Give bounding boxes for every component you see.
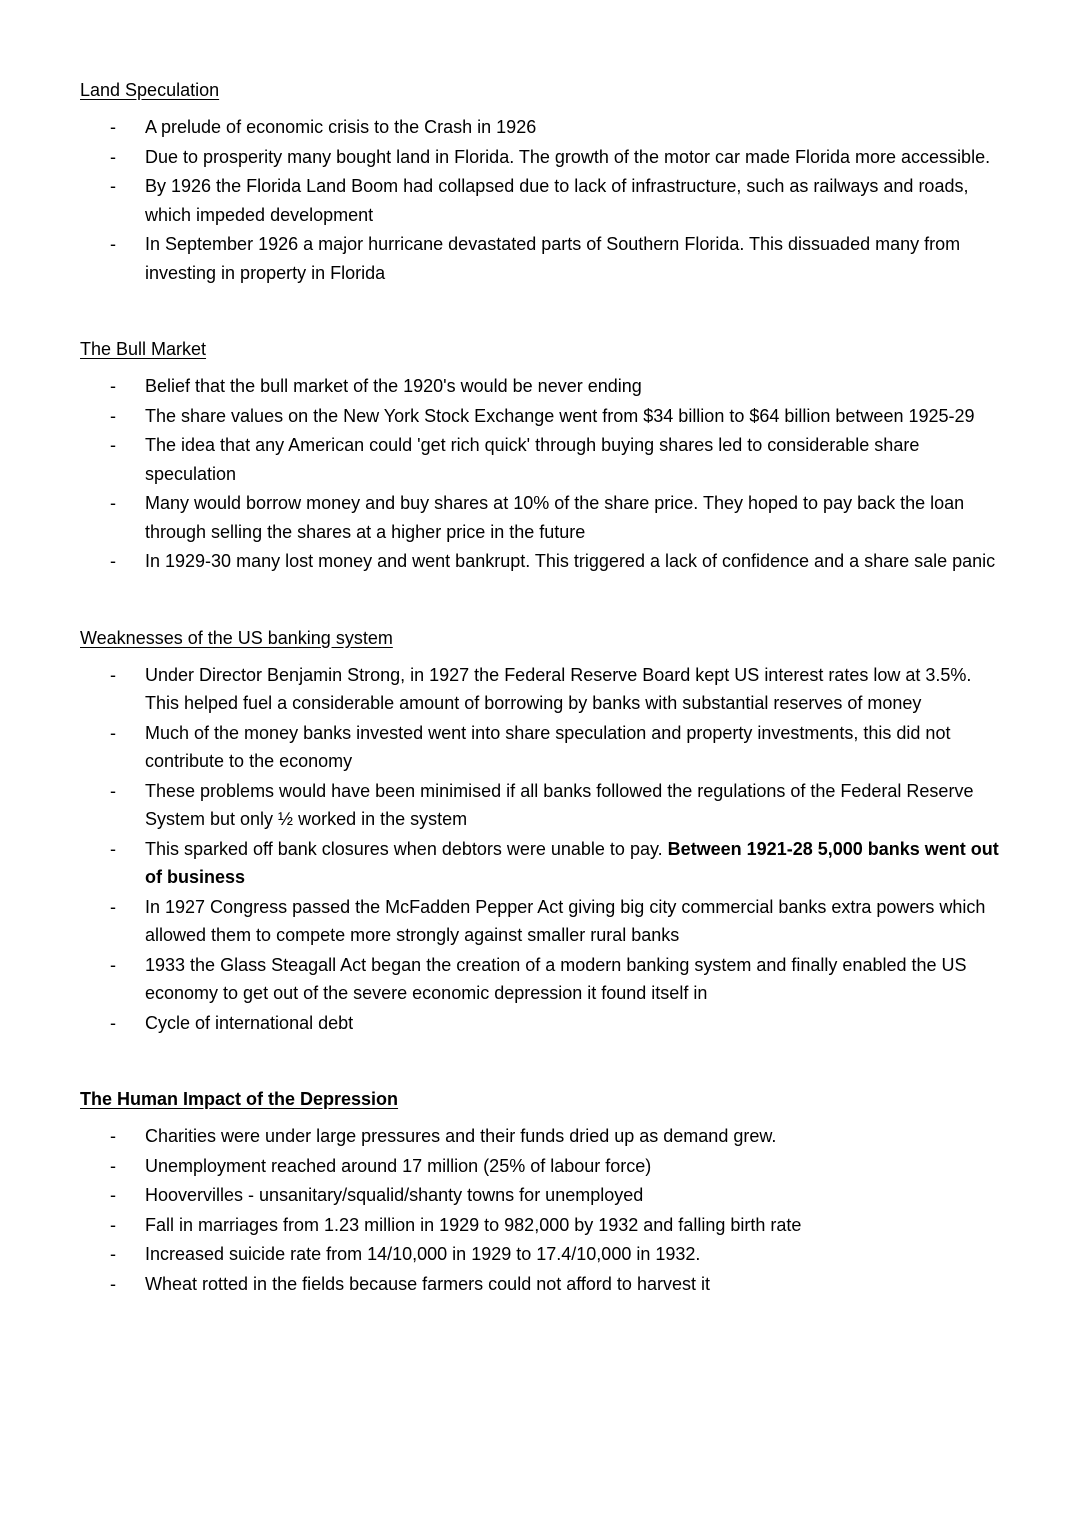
list-item-text: Cycle of international debt [145,1012,354,1033]
section-heading: The Human Impact of the Depression [80,1089,399,1109]
list-item [110,1122,1000,1151]
bullet-dash: - [110,376,116,396]
bullet-dash: - [110,1185,116,1205]
list-item [110,777,1000,834]
section-heading: Land Speculation [80,80,220,100]
bullet-dash: - [110,664,116,685]
list-item [110,113,1000,142]
bold-text: Between 1921-28 5,000 banks went out of business [145,838,999,887]
bullet-dash: - [110,435,116,455]
list-item-text: Belief that the bull market of the 1920's would be never ending [145,376,642,396]
list-item-text: The idea that any American could 'get rich quick' through buying shares led to considerable share speculation [145,435,920,484]
list-item-text: Increased suicide rate from 14/10,000 in 1929 to 17.4/10,000 in 1932. [145,1244,701,1264]
list-item-text: Wheat rotted in the fields because farmers could not afford to harvest it [145,1273,710,1294]
bullet-dash: - [110,722,116,743]
list-item-text: Charities were under large pressures and their funds dried up as demand grew. [145,1126,777,1146]
list-item [110,489,1000,546]
list-item [110,893,1000,950]
list-item-text: This sparked off bank closures when debtors were unable to pay. Between 1921-28 5,000 banks went out of business [145,838,999,887]
list-item-text: Hoovervilles - unsanitary/squalid/shanty towns for unemployed [145,1185,644,1205]
list-item-text: Fall in marriages from 1.23 million in 1929 to 982,000 by 1932 and falling birth rate [145,1214,802,1235]
section-0 [80,76,1000,287]
list-item-text: A prelude of economic crisis to the Crash in 1926 [145,117,537,137]
list-item [110,402,1000,431]
bullet-list [80,372,1000,576]
list-item-text: In 1929-30 many lost money and went bankrupt. This triggered a lack of confidence and a share sale panic [145,551,996,571]
list-item-text: In September 1926 a major hurricane devastated parts of Southern Florida. This dissuaded many from investing in property in Florida [145,234,961,283]
bullet-list [80,1122,1000,1298]
list-item-text: Under Director Benjamin Strong, in 1927 the Federal Reserve Board kept US interest rates low at 3.5%. This helped fuel a considerable amount of borrowing by banks with substantial reserves of money [145,664,972,713]
list-item-text: Due to prosperity many bought land in Florida. The growth of the motor car made Florida more accessible. [145,146,991,167]
bullet-dash: - [110,1244,116,1264]
list-item-text: Many would borrow money and buy shares at 10% of the share price. They hoped to pay back the loan through selling the shares at a higher price in the future [145,493,965,542]
list-item [110,1270,1000,1299]
list-item [110,1152,1000,1181]
list-item [110,143,1000,172]
bullet-dash: - [110,146,116,167]
bullet-dash: - [110,780,116,801]
list-item [110,372,1000,401]
list-item-text: In 1927 Congress passed the McFadden Pepper Act giving big city commercial banks extra powers which allowed them to compete more strongly against smaller rural banks [145,896,986,945]
list-item-text: The share values on the New York Stock Exchange went from $34 billion to $64 billion between 1925-29 [145,405,975,426]
section-heading: Weaknesses of the US banking system [80,627,393,648]
bullet-dash: - [110,838,116,859]
list-item-text: By 1926 the Florida Land Boom had collapsed due to lack of infrastructure, such as railways and roads, which impeded development [145,176,969,225]
list-item [110,719,1000,776]
bullet-dash: - [110,1273,116,1294]
bullet-dash: - [110,493,116,513]
bullet-dash: - [110,1012,116,1033]
list-item [110,661,1000,718]
list-item [110,431,1000,488]
bullet-dash: - [110,1126,116,1146]
bullet-dash: - [110,234,116,254]
bullet-dash: - [110,896,116,917]
bullet-list [80,661,1000,1038]
bullet-dash: - [110,551,116,571]
list-item [110,1240,1000,1269]
list-item [110,1181,1000,1210]
list-item [110,172,1000,229]
list-item [110,835,1000,892]
list-item-text: 1933 the Glass Steagall Act began the creation of a modern banking system and finally enabled the US economy to get out of the severe economic depression it found itself in [145,954,967,1003]
list-item-text: Much of the money banks invested went into share speculation and property investments, this did not contribute to the economy [145,722,951,771]
bullet-list [80,113,1000,287]
section-1 [80,335,1000,576]
list-item [110,230,1000,287]
list-item-text: Unemployment reached around 17 million (25% of labour force) [145,1155,652,1176]
bullet-dash: - [110,405,116,426]
bullet-dash: - [110,1214,116,1235]
bullet-dash: - [110,176,116,196]
section-heading: The Bull Market [80,339,207,359]
list-item [110,1009,1000,1038]
list-item-text: These problems would have been minimised if all banks followed the regulations of the Federal Reserve System but only ½ worked in the system [145,780,974,829]
bullet-dash: - [110,117,116,137]
bullet-dash: - [110,1155,116,1176]
section-3 [80,1085,1000,1298]
list-item [110,1211,1000,1240]
section-2 [80,624,1000,1038]
list-item [110,951,1000,1008]
list-item [110,547,1000,576]
bullet-dash: - [110,954,116,975]
